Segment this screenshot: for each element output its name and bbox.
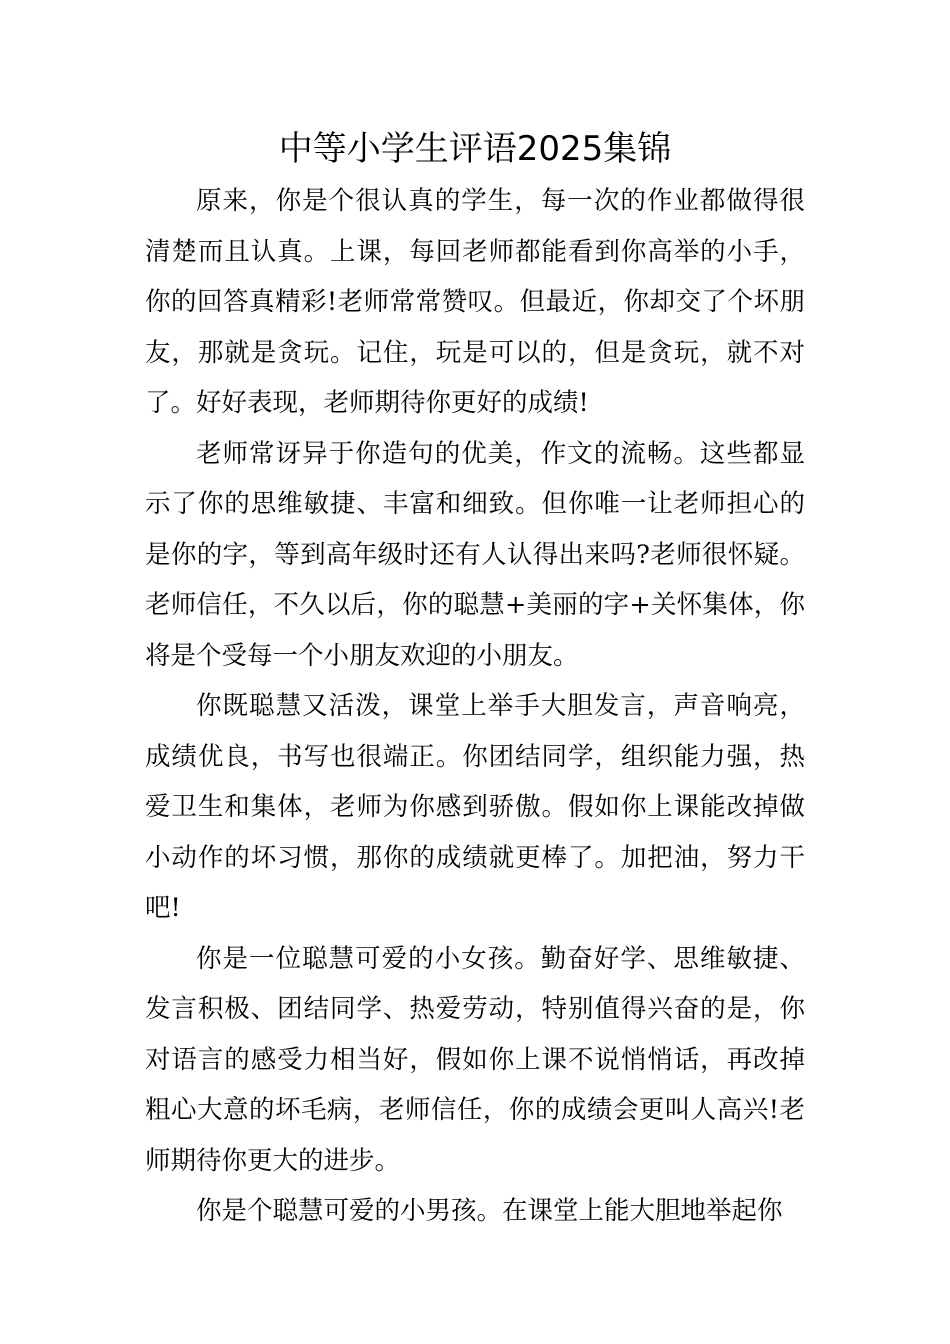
paragraph-2: 老师常讶异于你造句的优美，作文的流畅。这些都显示了你的思维敏捷、丰富和细致。但你唯一让老师担心的是你的字，等到高年级时还有人认得出来吗?老师很怀疑。老师信任，不久以后，你的聪慧+美丽的字+关怀集体，你将是个受每一个小朋友欢迎的小朋友。 xyxy=(145,438,805,671)
paragraph-4: 你是一位聪慧可爱的小女孩。勤奋好学、思维敏捷、发言积极、团结同学、热爱劳动，特别值得兴奋的是，你对语言的感受力相当好，假如你上课不说悄悄话，再改掉粗心大意的坏毛病，老师信任，你的成绩会更叫人高兴!老师期待你更大的进步。 xyxy=(145,943,805,1176)
paragraph-1: 原来，你是个很认真的学生，每一次的作业都做得很清楚而且认真。上课，每回老师都能看到你高举的小手，你的回答真精彩!老师常常赞叹。但最近，你却交了个坏朋友，那就是贪玩。记住，玩是可以的，但是贪玩，就不对了。好好表现，老师期待你更好的成绩! xyxy=(145,186,805,418)
paragraph-5: 你是个聪慧可爱的小男孩。在课堂上能大胆地举起你 xyxy=(196,1196,783,1226)
document-body xyxy=(145,176,805,1237)
paragraph-3: 你既聪慧又活泼，课堂上举手大胆发言，声音响亮，成绩优良，书写也很端正。你团结同学，组织能力强，热爱卫生和集体，老师为你感到骄傲。假如你上课能改掉做小动作的坏习惯，那你的成绩就更棒了。加把油，努力干吧! xyxy=(145,691,805,923)
document-title: 中等小学生评语2025集锦 xyxy=(278,129,672,169)
